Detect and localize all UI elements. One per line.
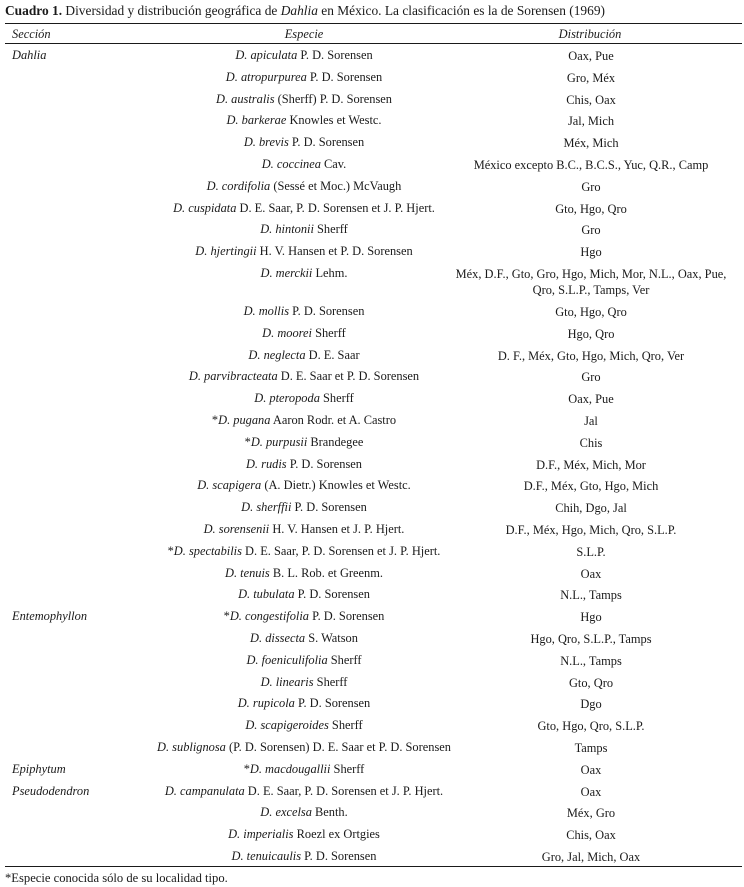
species-author: Benth.: [311, 805, 348, 820]
species-author: Sherff: [328, 718, 363, 733]
table-row: [0, 219, 744, 241]
table-row: [0, 628, 744, 650]
table-row: [0, 454, 744, 476]
species-author: P. D. Sorensen: [297, 48, 373, 62]
cell-distribucion: N.L., Tamps: [560, 588, 622, 603]
species-author: P. D. Sorensen: [306, 69, 383, 84]
table-row: [0, 737, 744, 759]
species-name: D. dissecta: [250, 630, 306, 645]
table-header: [0, 25, 744, 43]
species-author: Sherff: [330, 761, 365, 776]
species-author: H. V. Hansen et J. P. Hjert.: [269, 521, 405, 536]
table-row: [0, 584, 744, 606]
table-row: [0, 410, 744, 432]
cell-distribucion: Gto, Hgo, Qro: [555, 304, 627, 319]
cell-distribucion: S.L.P.: [576, 544, 606, 559]
cell-distribucion: Hgo: [580, 610, 602, 625]
cell-distribucion: Chis: [579, 435, 603, 450]
species-author: P. D. Sorensen: [294, 696, 371, 711]
species-name: D. spectabilis: [173, 543, 242, 558]
species-name: D. hjertingii: [195, 244, 257, 259]
table-row: [0, 432, 744, 454]
type-locality-marker: *: [211, 412, 219, 427]
species-name: D. excelsa: [260, 805, 312, 820]
species-name: D. rupicola: [237, 696, 295, 711]
species-author: P. D. Sorensen: [289, 303, 365, 318]
cell-distribucion: México excepto B.C., B.C.S., Yuc, Q.R., Camp: [473, 157, 709, 172]
species-name: D. purpusii: [250, 434, 308, 449]
type-locality-marker: *: [244, 434, 251, 449]
species-name: D. cordifolia: [206, 178, 271, 193]
table-body: [0, 45, 744, 868]
table-row: [0, 497, 744, 519]
cell-distribucion: D.F., Méx, Hgo, Mich, Qro, S.L.P.: [505, 522, 677, 537]
species-author: P. D. Sorensen: [291, 500, 367, 515]
cell-distribucion: Chis, Oax: [566, 828, 616, 843]
species-author: D. E. Saar, P. D. Sorensen et J. P. Hjert.: [244, 783, 444, 798]
table-row: [0, 846, 744, 868]
species-name: D. parvibracteata: [188, 369, 278, 384]
table-row: [0, 366, 744, 388]
species-author: S. Watson: [305, 630, 358, 645]
cell-distribucion: Jal: [584, 413, 598, 428]
header-distribucion: Distribución: [558, 27, 622, 41]
species-name: D. scapigeroides: [245, 718, 329, 733]
table-row: [0, 323, 744, 345]
caption-label: Cuadro 1.: [5, 3, 63, 18]
species-name: D. sherffii: [241, 500, 292, 515]
species-name: D. barkerae: [226, 113, 287, 128]
footnote: *Especie conocida sólo de su localidad tipo.: [5, 871, 228, 885]
species-name: D. congestifolia: [229, 609, 309, 624]
header-seccion: Sección: [12, 27, 51, 41]
cell-distribucion: Gto, Hgo, Qro: [555, 201, 627, 216]
species-author: P. D. Sorensen: [288, 135, 365, 150]
species-author: (P. D. Sorensen) D. E. Saar et P. D. Sorensen: [225, 739, 451, 754]
species-name: D. macdougallii: [249, 761, 331, 776]
table-row: [0, 241, 744, 263]
cell-distribucion: Méx, Mich: [563, 136, 619, 151]
species-name: D. scapigera: [197, 478, 262, 493]
table-caption: [5, 2, 741, 20]
species-name: D. rudis: [245, 456, 287, 471]
species-name: D. brevis: [243, 135, 289, 150]
species-author: Knowles et Westc.: [286, 113, 382, 128]
cell-distribucion: Chis, Oax: [566, 92, 616, 107]
caption-genus: Dahlia: [280, 3, 318, 18]
cell-distribucion: Gro: [581, 370, 601, 385]
species-author: (Sessé et Moc.) McVaugh: [270, 178, 402, 193]
cell-distribucion: Gto, Hgo, Qro, S.L.P.: [537, 719, 645, 734]
caption-text-end: en México. La clasificación es la de Sorensen (1969): [317, 3, 605, 18]
species-name: D. tubulata: [238, 587, 295, 602]
species-author: D. E. Saar, P. D. Sorensen et J. P. Hjert.: [236, 200, 435, 215]
table-row: [0, 824, 744, 846]
species-author: P. D. Sorensen: [286, 456, 362, 471]
cell-distribucion: N.L., Tamps: [560, 653, 622, 668]
species-author: P. D. Sorensen: [301, 848, 377, 863]
cell-distribucion: D.F., Méx, Gto, Hgo, Mich: [523, 479, 659, 494]
species-name: D. merckii: [260, 265, 313, 280]
species-name: D. tenuicaulis: [231, 848, 302, 863]
species-name: D. hintonii: [260, 222, 314, 237]
species-name: D. moorei: [262, 325, 312, 340]
species-name: D. campanulata: [164, 783, 245, 798]
cell-distribucion: Gro, Méx: [566, 70, 616, 85]
table-row: [0, 693, 744, 715]
species-name: D. coccinea: [261, 156, 321, 171]
cell-distribucion: Oax: [580, 566, 602, 581]
species-author: Sherff: [319, 391, 354, 406]
species-author: B. L. Rob. et Greenm.: [269, 565, 383, 580]
table-row: [0, 176, 744, 198]
species-name: D. neglecta: [248, 347, 306, 362]
species-name: D. imperialis: [228, 827, 294, 842]
species-name: D. tenuis: [225, 565, 270, 580]
table-row: [0, 802, 744, 824]
cell-distribucion: Oax, Pue: [568, 49, 614, 63]
species-author: (Sherff) P. D. Sorensen: [274, 91, 392, 106]
cell-seccion: Entemophyllon: [12, 609, 88, 624]
type-locality-marker: *: [167, 543, 174, 558]
species-author: H. V. Hansen et P. D. Sorensen: [256, 244, 413, 259]
header-especie: Especie: [284, 27, 324, 41]
table-row: [0, 519, 744, 541]
species-name: D. pteropoda: [254, 391, 320, 406]
cell-distribucion: Gro, Jal, Mich, Oax: [541, 849, 641, 864]
cell-distribucion: Gto, Qro: [568, 675, 614, 690]
species-author: P. D. Sorensen: [308, 609, 385, 624]
species-author: Sherff: [313, 674, 348, 689]
table-row: [0, 67, 744, 89]
species-author: Lehm.: [312, 265, 348, 280]
table-row: [0, 89, 744, 111]
species-name: D. pugana: [218, 412, 271, 427]
species-author: D. E. Saar: [305, 347, 360, 362]
species-author: D. E. Saar et P. D. Sorensen: [277, 369, 420, 384]
header-rule: [5, 43, 742, 44]
table-row: [0, 198, 744, 220]
species-name: D. cuspidata: [173, 200, 237, 215]
type-locality-marker: *: [223, 609, 230, 624]
species-name: D. foeniculifolia: [246, 652, 328, 667]
cell-distribucion: D.F., Méx, Mich, Mor: [536, 457, 646, 472]
species-author: Sherff: [311, 325, 346, 340]
table-row: [0, 606, 744, 628]
species-author: Sherff: [313, 222, 348, 237]
cell-distribucion: Chih, Dgo, Jal: [555, 501, 627, 516]
table-row: [0, 132, 744, 154]
species-name: D. sublignosa: [157, 739, 226, 754]
species-name: D. mollis: [243, 303, 290, 318]
species-name: D. australis: [216, 91, 275, 106]
cell-seccion: Dahlia: [12, 48, 47, 62]
cell-seccion: Pseudodendron: [12, 783, 90, 798]
species-author: Aaron Rodr. et A. Castro: [270, 412, 397, 427]
cell-distribucion: Oax: [580, 784, 602, 799]
cell-distribucion: Hgo, Qro, S.L.P., Tamps: [530, 631, 652, 646]
table-row: [0, 759, 744, 781]
type-locality-marker: *: [243, 761, 250, 776]
species-name: D. apiculata: [235, 48, 298, 62]
species-name: D. atropurpurea: [225, 69, 307, 84]
table-row: [0, 541, 744, 563]
cell-distribucion: D. F., Méx, Gto, Hgo, Mich, Qro, Ver: [497, 348, 685, 363]
cell-distribucion: Méx, Gro: [566, 806, 616, 821]
cell-distribucion: Hgo, Qro: [567, 326, 615, 341]
table-row: [0, 715, 744, 737]
species-author: Roezl ex Ortgies: [293, 827, 380, 842]
table-row: [0, 672, 744, 694]
cell-distribucion: Gro: [581, 223, 601, 238]
cell-distribucion: Méx, D.F., Gto, Gro, Hgo, Mich, Mor, N.L., Oax, Pue, Qro, S.L.P., Tamps, Ver: [455, 266, 727, 297]
caption-text: Diversidad y distribución geográfica de: [62, 3, 281, 18]
table-row: [0, 45, 744, 67]
top-rule: [5, 23, 742, 24]
table-row: [0, 650, 744, 672]
table-row: [0, 781, 744, 803]
species-author: Sherff: [327, 652, 362, 667]
cell-distribucion: Tamps: [574, 740, 608, 755]
table-row: [0, 475, 744, 497]
species-author: (A. Dietr.) Knowles et Westc.: [261, 478, 411, 493]
species-author: Cav.: [320, 156, 347, 171]
cell-seccion: Epiphytum: [12, 761, 66, 776]
cell-distribucion: Hgo: [580, 245, 602, 260]
species-author: Brandegee: [307, 434, 364, 449]
table-row: [0, 345, 744, 367]
species-name: D. sorensenii: [203, 521, 270, 536]
table-row: [0, 110, 744, 132]
cell-distribucion: Dgo: [580, 697, 602, 712]
table-row: [0, 263, 744, 301]
cell-distribucion: Oax, Pue: [568, 392, 614, 407]
species-author: P. D. Sorensen: [294, 587, 370, 602]
species-author: D. E. Saar, P. D. Sorensen et J. P. Hjert.: [241, 543, 441, 558]
table-row: [0, 154, 744, 176]
species-name: D. linearis: [260, 674, 314, 689]
table-row: [0, 388, 744, 410]
cell-distribucion: Oax: [580, 762, 602, 777]
table-row: [0, 301, 744, 323]
cell-distribucion: Gro: [581, 179, 601, 194]
bottom-rule: [5, 866, 742, 867]
cell-distribucion: Jal, Mich: [567, 114, 615, 129]
table-row: [0, 563, 744, 585]
